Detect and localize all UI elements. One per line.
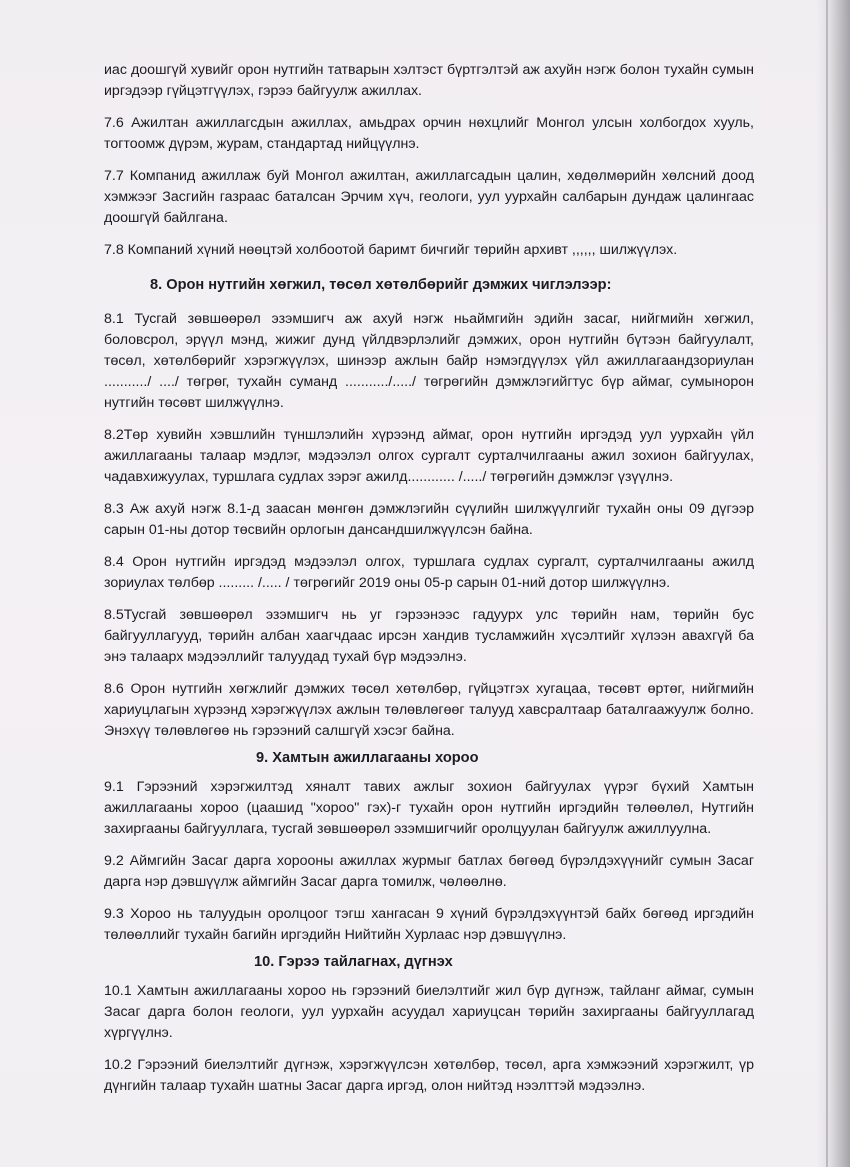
paragraph-7-8: 7.8 Компаний хүний нөөцтэй холбоотой баримт бичгийг төрийн архивт ,,,,,, шилжүүлэх. [104,242,678,258]
section-10-heading: 10. Гэрээ тайлагнах, дүгнэх [254,954,453,970]
paragraph-7-7: 7.7 Компанид ажиллаж буй Монгол ажилтан, ажиллагсадын цалин, хөдөлмөрийн хөлсний доод хэмжээг Засгийн газраас баталсан Эрчим хүч, геологи, уул уурхайн салбарын дундаж цалингаас доошгүй байлгана. [104,168,754,226]
paragraph-8-1: 8.1 Тусгай зөвшөөрөл эзэмшигч аж ахуй нэгж ньаймгийн эдийн засаг, нийгмийн хөгжил, боловсрол, эрүүл мэнд, жижиг дунд үйлдвэрлэлийг дэмжих, орон нутгийн бүтээн байгуулалт, төсөл, хөтөлбөрийг хэрэгжүүлэх, шинээр ажлын байр нэмэгдүүлэх үйл ажиллагаандзориулан .........../ ..../ төгрөг, тухайн суманд .........../...../ төгрөгийн дэмжлэгийгтус бүр аймаг, сумынорон нутгийн төсөвт шилжүүлнэ. [104,311,754,411]
paragraph-8-3: 8.3 Аж ахуй нэгж 8.1-д заасан мөнгөн дэмжлэгийн сүүлийн шилжүүлгийг тухайн оны 09 дүгээр сарын 01-ны дотор төсвийн орлогын дансандшилжүүлсэн байна. [104,501,754,538]
paragraph-8-5: 8.5Тусгай зөвшөөрөл эзэмшигч нь уг гэрээнээс гадуурх улс төрийн нам, төрийн бус байгууллагууд, төрийн албан хаагчдаас ирсэн хандив тусламжийн хүсэлтийг хүлээн авахгүй ба энэ талаарх мэдээллийг талуудад тухай бүр мэдээлнэ. [104,607,754,665]
paragraph-8-2: 8.2Төр хувийн хэвшлийн түншлэлийн хүрээнд аймаг, орон нутгийн иргэдэд уул уурхайн үйл ажиллагааны талаар мэдлэг, мэдээлэл олгох сургалт сурталчилгааны ажил зохион байгуулах, чадавхижуулах, туршлага судлах зэрэг ажилд............ /...../ төгрөгийн дэмжлэг үзүүлнэ. [104,427,754,485]
paragraph-8-6: 8.6 Орон нутгийн хөгжлийг дэмжих төсөл хөтөлбөр, гүйцэтгэх хугацаа, төсөвт өртөг, нийгмийн хариуцлагын хүрээнд хэрэгжүүлэх ажлын төлөвлөгөөг талууд хавсралтаар баталгаажуулж болно. Энэхүү төлөвлөгөө нь гэрээний салшгүй хэсэг байна. [104,681,754,739]
paragraph-7-5-continued: иас доошгүй хувийг орон нутгийн татварын хэлтэст бүртгэлтэй аж ахуйн нэгж болон тухайн сумын иргэдээр гүйцэтгүүлэх, гэрээ байгуулж ажиллах. [104,62,754,99]
paragraph-9-2: 9.2 Аймгийн Засаг дарга хорооны ажиллах журмыг батлах бөгөөд бүрэлдэхүүнийг сумын Засаг дарга нэр дэвшүүлж аймгийн Засаг дарга томилж, чөлөөлнө. [104,853,754,890]
document-body [104,60,754,1108]
paragraph-10-2: 10.2 Гэрээний биелэлтийг дүгнэж, хэрэгжүүлсэн хөтөлбөр, төсөл, арга хэмжээний хэрэгжилт, үр дүнгийн талаар тухайн шатны Засаг дарга иргэд, олон нийтэд нээлттэй мэдээлнэ. [104,1057,754,1094]
section-9-heading: 9. Хамтын ажиллагааны хороо [256,750,479,766]
section-8-heading: 8. Орон нутгийн хөгжил, төсөл хөтөлбөрийг дэмжих чиглэлээр: [150,277,612,293]
page-edge-line [826,0,828,1167]
paragraph-10-1: 10.1 Хамтын ажиллагааны хороо нь гэрээний биелэлтийг жил бүр дүгнэж, тайланг аймаг, сумын Засаг дарга болон геологи, уул уурхайн асуудал хариуцсан төрийн захиргааны байгууллагад хүргүүлнэ. [104,983,754,1041]
page-edge-shadow [816,0,850,1167]
paragraph-8-4: 8.4 Орон нутгийн иргэдэд мэдээлэл олгох, туршлага судлах сургалт, сурталчилгааны ажилд зориулах төлбөр ......... /..... / төгрөгийг 2019 оны 05-р сарын 01-ний дотор шилжүүлнэ. [104,554,754,591]
paragraph-9-1: 9.1 Гэрээний хэрэгжилтэд хяналт тавих ажлыг зохион байгуулах үүрэг бүхий Хамтын ажиллагааны хороо (цаашид "хороо" гэх)-г тухайн орон нутгийн иргэдийн төлөөлөл, Нутгийн захиргааны байгууллага, тусгай зөвшөөрөл эзэмшигчийг оролцуулан байгуулж ажиллуулна. [104,779,754,837]
paragraph-9-3: 9.3 Хороо нь талуудын оролцоог тэгш хангасан 9 хүний бүрэлдэхүүнтэй байх бөгөөд иргэдийн төлөөллийг тухайн багийн иргэдийн Нийтийн Хурлаас нэр дэвшүүлнэ. [104,906,754,943]
paragraph-7-6: 7.6 Ажилтан ажиллагсдын ажиллах, амьдрах орчин нөхцлийг Монгол улсын холбогдох хууль, тогтоомж дүрэм, журам, стандартад нийцүүлнэ. [104,115,754,152]
